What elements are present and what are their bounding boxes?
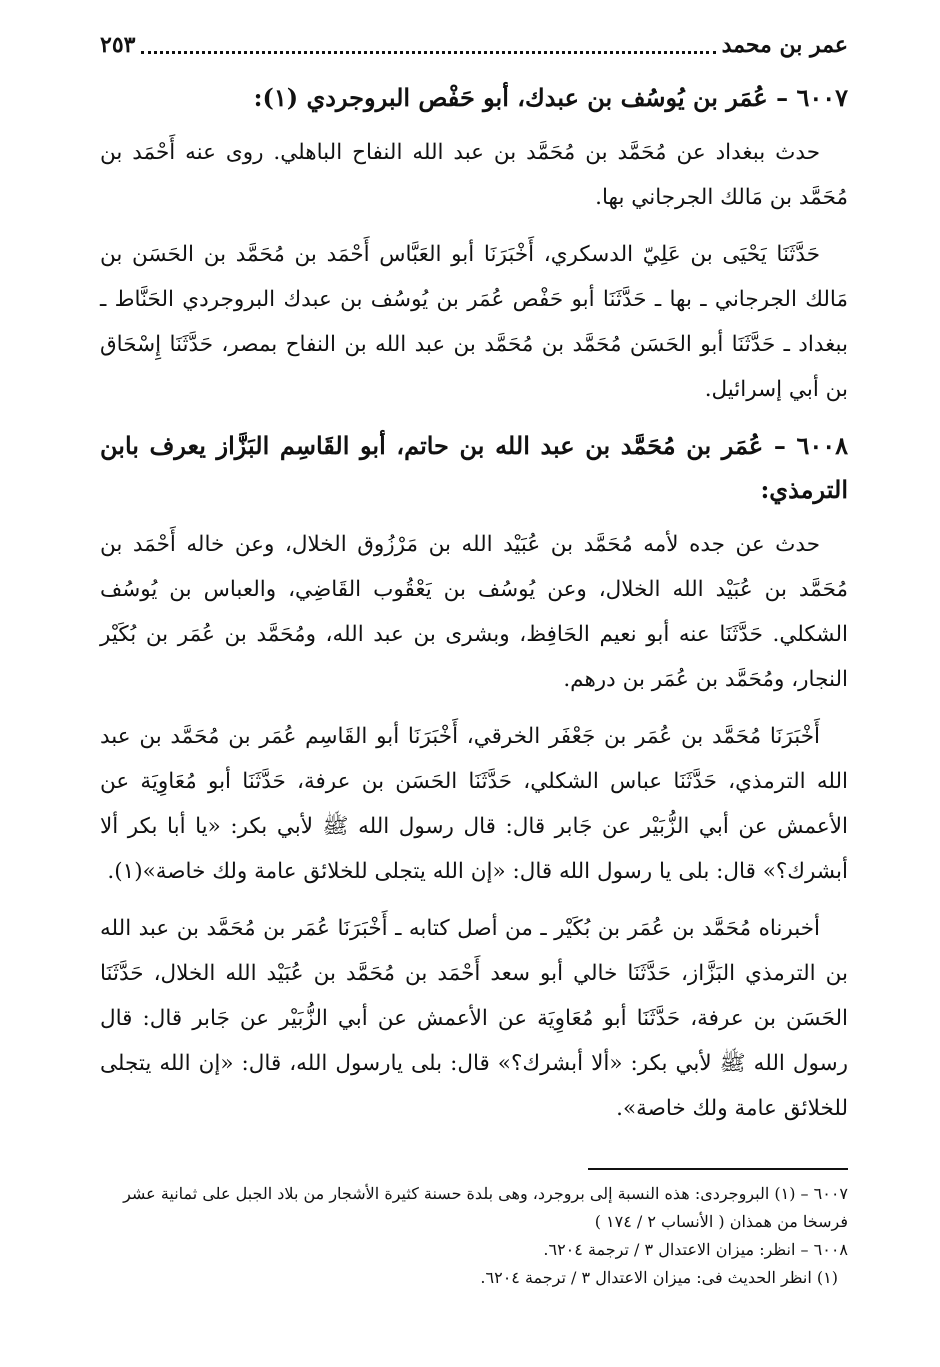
footnote: ٦٠٠٨ – انظر: ميزان الاعتدال ٣ / ترجمة ٦٢٠٤.	[543, 1240, 848, 1259]
footnote-separator	[588, 1168, 848, 1170]
running-head	[100, 30, 848, 60]
entry-title-6007: ٦٠٠٧ – عُمَر بن يُوسُف بن عبدك، أبو حَفْص البروجردي (١):	[253, 83, 848, 112]
footnote: (١) انظر الحديث فى: ميزان الاعتدال ٣ / ترجمة ٦٢٠٤.	[480, 1268, 838, 1287]
paragraph: حدث عن جده لأمه مُحَمَّد بن عُبَيْد الله بن مَرْزُوق الخلال، وعن خاله أَحْمَد بن مُحَمَّد بن عُبَيْد الله الخلال، وعن يُوسُف بن يَعْقُوب القَاضِي، والعباس بن يُوسُف الشكلي. حَدَّثَنَا عنه أبو نعيم الحَافِظ، وبشرى بن عبد الله، ومُحَمَّد بن عُمَر بن بُكَيْر النجار، ومُحَمَّد بن عُمَر بن درهم.	[100, 532, 848, 692]
footnotes	[100, 1180, 848, 1292]
running-head-title: عمر بن محمد	[721, 32, 848, 58]
entry-title-6008: ٦٠٠٨ – عُمَر بن مُحَمَّد بن عبد الله بن حاتم، أبو القَاسِم البَزَّاز يعرف بابن الترمذي:	[100, 431, 848, 504]
footnote: ٦٠٠٧ – (١) البروجردى: هذه النسبة إلى بروجرد، وهى بلدة حسنة كثيرة الأشجار من بلاد الجبل على ثمانية عشر فرسخا من همذان ( الأنساب ٢ / ١٧٤ )	[123, 1184, 848, 1231]
leader-dots	[141, 41, 715, 54]
main-text	[100, 76, 848, 1143]
paragraph: حدث ببغداد عن مُحَمَّد بن مُحَمَّد بن عبد الله النفاح الباهلي. روى عنه أَحْمَد بن مُحَمَّد بن مَالك الجرجاني بها.	[100, 140, 848, 210]
paragraph: حَدَّثَنَا يَحْيَى بن عَلِيّ الدسكري، أَخْبَرَنَا أبو العَبَّاس أَحْمَد بن مُحَمَّد بن الحَسَن بن مَالك الجرجاني ـ بها ـ حَدَّثَنَا أبو حَفْص عُمَر بن يُوسُف بن عبدك البروجردي الحَنَّاط ـ ببغداد ـ حَدَّثَنَا أبو الحَسَن مُحَمَّد بن مُحَمَّد بن عبد الله بن النفاح بمصر، حَدَّثَنَا إِسْحَاق بن أبي إسرائيل.	[100, 242, 848, 402]
page-number: ٢٥٣	[100, 32, 136, 58]
paragraph: أخبرناه مُحَمَّد بن عُمَر بن بُكَيْر ـ من أصل كتابه ـ أَخْبَرَنَا عُمَر بن مُحَمَّد بن عبد الله بن الترمذي البَزَّاز، حَدَّثَنَا خالي أبو سعد أَحْمَد بن مُحَمَّد بن عُبَيْد الله الخلال، حَدَّثَنَا الحَسَن بن عرفة، حَدَّثَنَا أبو مُعَاوِيَة عن الأعمش عن أبي الزُّبَيْر عن جَابر قال: قال رسول الله ﷺ لأبي بكر: «ألا أبشرك؟» قال: بلى يارسول الله، قال: «إن الله يتجلى للخلائق عامة ولك خاصة».	[100, 916, 848, 1121]
paragraph: أَخْبَرَنَا مُحَمَّد بن عُمَر بن جَعْفَر الخرقي، أَخْبَرَنَا أبو القَاسِم عُمَر بن مُحَمَّد بن عبد الله الترمذي، حَدَّثَنَا عباس الشكلي، حَدَّثَنَا الحَسَن بن عرفة، حَدَّثَنَا أبو مُعَاوِيَة عن الأعمش عن أبي الزُّبَيْر عن جَابر قال: قال رسول الله ﷺ لأبي بكر: «يا أبا بكر ألا أبشرك؟» قال: بلى يا رسول الله قال: «إن الله يتجلى للخلائق عامة ولك خاصة»(١).	[100, 724, 848, 884]
